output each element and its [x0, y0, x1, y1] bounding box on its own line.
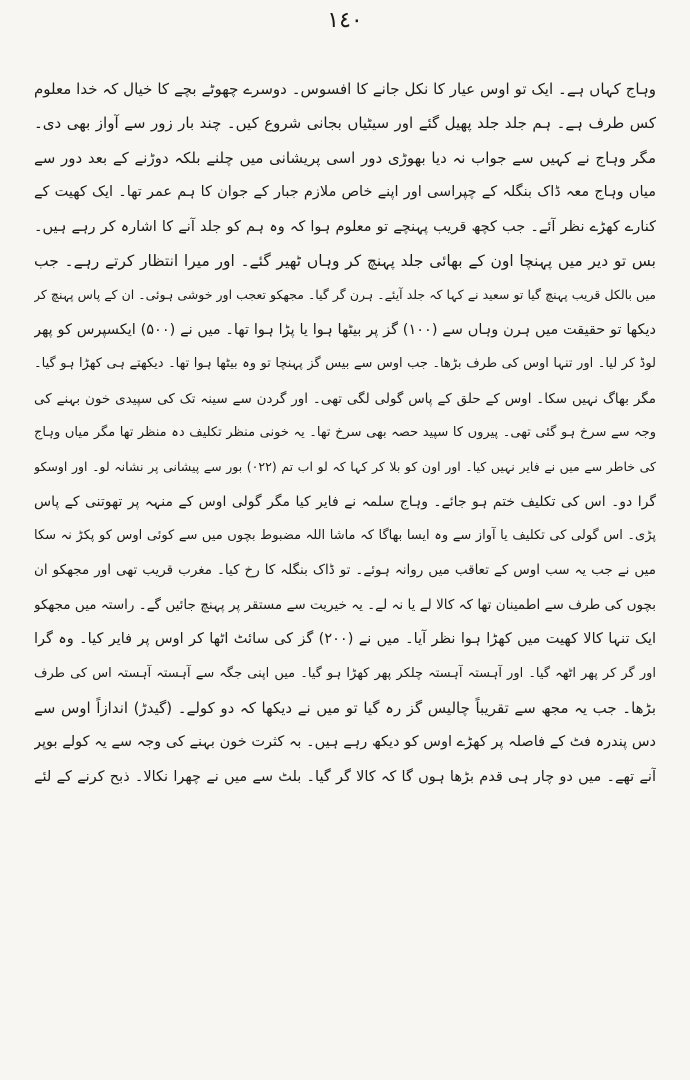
- text-line: میاں وہاج معہ ڈاک بنگلہ کے چپراسی اور اپنے خاص ملازم جبار کے جوان کا ہم عمر تھا۔ ایک کھیت کے: [34, 184, 656, 201]
- text-line: کنارے کھڑے نظر آئے۔ جب کچھ قریب پہنچے تو معلوم ہوا کہ وہ ہم کو جلد آنے کا اشارہ کر رہے ہیں۔: [34, 218, 656, 235]
- text-line: کی خاطر سے میں نے فایر نہیں کیا۔ اور اون کو بلا کر کہا کہ لو اب تم (۰۲۲) بور سے پیشانی پر نشانہ لو۔ اور اوسکو: [34, 459, 656, 475]
- text-line: کس طرف ہے۔ ہم جلد جلد پھیل گئے اور سیٹیاں بجانی شروع کیں۔ چند بار زور سے آواز بھی دی۔: [34, 114, 656, 133]
- text-line: پڑی۔ اس گولی کی تکلیف یا آواز سے وہ ایسا بھاگا کہ ماشا اللہ مضبوط بچوں میں سے کوئی اوس کو پکڑ نہ سکا: [34, 528, 656, 544]
- text-line: دیکھا تو حقیقت میں ہرن وہاں سے (۱۰۰) گز پر بیٹھا ہوا یا پڑا ہوا تھا۔ میں نے (۵۰۰) ایکسپرس کو پھر: [34, 321, 656, 338]
- text-line: آنے تھے۔ میں دو چار ہی قدم بڑھا ہوں گا کہ کالا گر گیا۔ بلٹ سے میں نے چھرا نکالا۔ ذبح کرنے کے لئے: [34, 768, 656, 785]
- text-line: اور گر کر پھر اٹھہ گیا۔ اور آہستہ آہستہ چلکر پھر کھڑا ہو گیا۔ میں اپنی جگہ سے آہستہ آہستہ اس کی طرف: [34, 665, 656, 681]
- text-line: وہاج کہاں ہے۔ ایک تو اوس عیار کا نکل جانے کا افسوس۔ دوسرے چھوٹے بچے کا خیال کہ خدا معلوم: [34, 80, 656, 98]
- page-number: ١٤٠: [327, 8, 363, 33]
- text-line: ایک تنہا کالا کھیت میں کھڑا ہوا نظر آیا۔ میں نے (۲۰۰) گز کی سائٹ اٹھا کر اوس پر فایر کیا۔ وہ گرا: [34, 631, 656, 648]
- text-line: میں نے جب یہ سب اوس کے تعاقب میں روانہ ہوئے۔ تو ڈاک بنگلہ کا رخ کیا۔ مغرب قریب تھی اور مجھکو ان: [34, 562, 656, 579]
- text-line: بچوں کی طرف سے اطمینان تھا کہ کالا لے یا نہ لے۔ یہ خیریت سے مستقر پر پہنچ جائیں گے۔ راستہ میں مجھکو: [34, 596, 656, 613]
- text-line: لوڈ کر لیا۔ اور تنہا اوس کی طرف بڑھا۔ جب اوس سے بیس گز پہنچا تو وہ بیٹھا ہوا تھا۔ دیکھتے ہی کھڑا ہو گیا۔: [34, 356, 656, 372]
- text-line: وجہ سے سرخ ہو گئی تھی۔ پیروں کا سپید حصہ بھی سرخ تھا۔ یہ خونی منظر تکلیف دہ منظر تھا مگر میاں وہاج: [34, 424, 656, 440]
- text-line: گرا دو۔ اس کی تکلیف ختم ہو جائے۔ وہاج سلمہ نے فایر کیا مگر گولی اوس کے منہہ پر تھوتنی کے پاس: [34, 493, 656, 510]
- text-line: بڑھا۔ جب یہ مجھ سے تقریباً چالیس گز رہ گیا تو میں نے دیکھا کہ دو کولے۔ (گیدڑ) اندازاً اوس سے: [34, 699, 656, 718]
- body-text: [34, 72, 656, 794]
- text-line: مگر وہاج نے کہیں سے جواب نہ دیا بھوڑی دور اسی پریشانی میں چلنے بلکہ دوڑنے کے بعد دور سے: [34, 148, 656, 167]
- text-line: میں بالکل قریب پہنچ گیا تو سعید نے کہا کہ جلد آیئے۔ ہرن گر گیا۔ مجھکو تعجب اور خوشی ہوئی۔ ان کے پاس پہنچ کر: [34, 287, 656, 303]
- text-line: مگر بھاگ نہیں سکا۔ اوس کے حلق کے پاس گولی لگی تھی۔ اور گردن سے سینہ تک کی سپیدی خون بہنے کی: [34, 390, 656, 407]
- text-line: دس پندرہ فٹ کے فاصلہ پر کھڑے اوس کو دیکھ رہے ہیں۔ بہ کثرت خون بہنے کی وجہ سے یہ کولے بوپر: [34, 734, 656, 751]
- text-line: بس تو دیر میں پہنچا اون کے بھائی جلد پہنچ کر وہاں ٹھیر گئے۔ اور میرا انتظار کرتے رہے۔ جب: [34, 251, 656, 270]
